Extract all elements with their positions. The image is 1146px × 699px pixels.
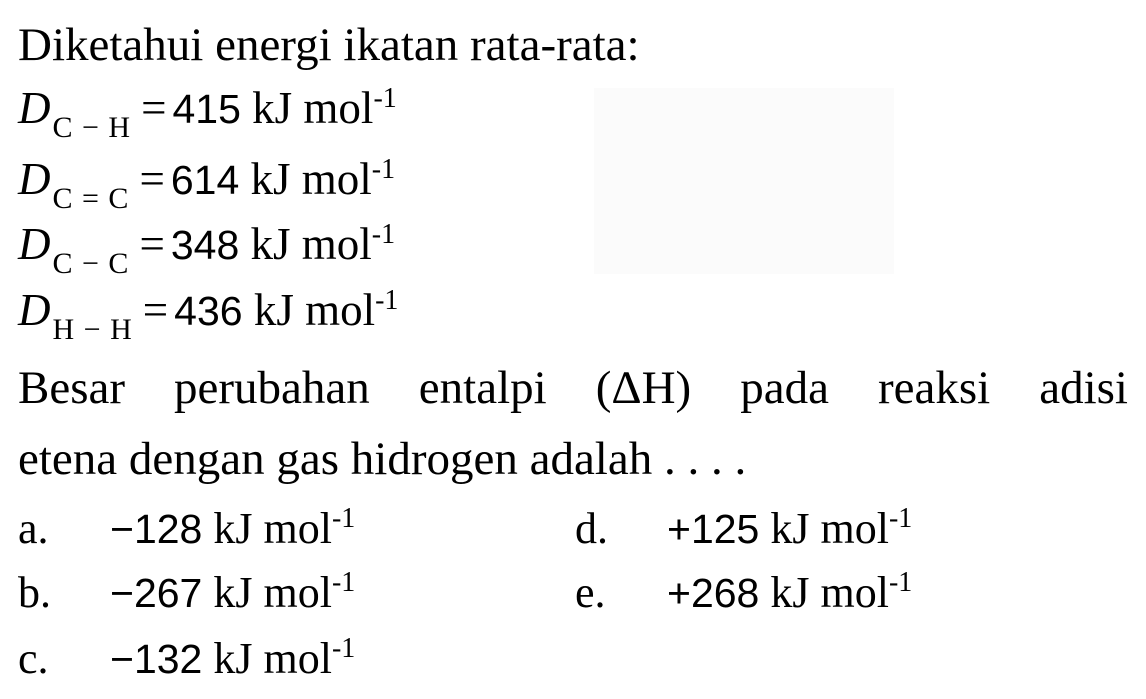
option-value: −267 [110,570,203,616]
bond-exponent: -1 [375,285,399,316]
option-letter: c. [18,634,49,683]
equals-sign: = [142,285,169,335]
option-unit: kJ mol [213,568,332,617]
option-exponent: -1 [888,567,913,598]
bond-subscript: C − H [52,111,132,144]
bond-unit: kJ mol [253,285,376,335]
option-b[interactable] [18,567,355,618]
question-text-line1: Besar perubahan entalpi (ΔH) pada reaksi adisi [18,362,1128,414]
option-unit: kJ mol [213,634,332,683]
option-a[interactable] [18,503,355,554]
bond-symbol: D [18,83,51,133]
bond-unit: kJ mol [250,154,372,204]
option-letter: a. [18,504,49,553]
option-exponent: -1 [888,503,913,534]
bond-energy-c-double-c [18,154,396,215]
bond-subscript: H − H [52,313,133,346]
bond-symbol: D [18,219,51,269]
option-e[interactable] [575,567,912,618]
bond-exponent: -1 [373,83,397,114]
option-letter: e. [575,568,606,617]
equals-sign: = [139,154,165,204]
option-exponent: -1 [331,567,356,598]
option-unit: kJ mol [770,504,889,553]
option-value: −128 [110,506,203,552]
bond-energy-c-h [18,83,397,144]
option-d[interactable] [575,503,912,554]
bond-energy-c-c [18,219,396,280]
bond-symbol: D [18,285,51,335]
bond-unit: kJ mol [250,219,372,269]
bond-value: 614 [170,157,240,203]
option-unit: kJ mol [770,568,889,617]
option-exponent: -1 [331,503,356,534]
bond-subscript: C − C [52,247,130,280]
bond-symbol: D [18,154,51,204]
bond-exponent: -1 [371,219,396,250]
bond-value: 415 [172,86,241,132]
bond-exponent: -1 [371,154,396,185]
option-unit: kJ mol [213,504,332,553]
bond-unit: kJ mol [252,83,374,133]
background-shade [594,88,894,274]
bond-subscript: C = C [52,182,130,215]
question-text-line2: etena dengan gas hidrogen adalah . . . . [18,433,747,485]
option-letter: b. [18,568,51,617]
intro-text: Diketahui energi ikatan rata-rata: [18,19,640,71]
equals-sign: = [141,83,167,133]
bond-energy-h-h [18,285,399,346]
bond-value: 348 [170,222,240,268]
equals-sign: = [139,219,165,269]
option-value: +125 [667,506,760,552]
option-letter: d. [575,504,608,553]
option-value: +268 [667,570,760,616]
option-exponent: -1 [331,633,356,664]
bond-value: 436 [174,288,243,334]
option-c[interactable] [18,633,355,684]
option-value: −132 [110,636,203,682]
